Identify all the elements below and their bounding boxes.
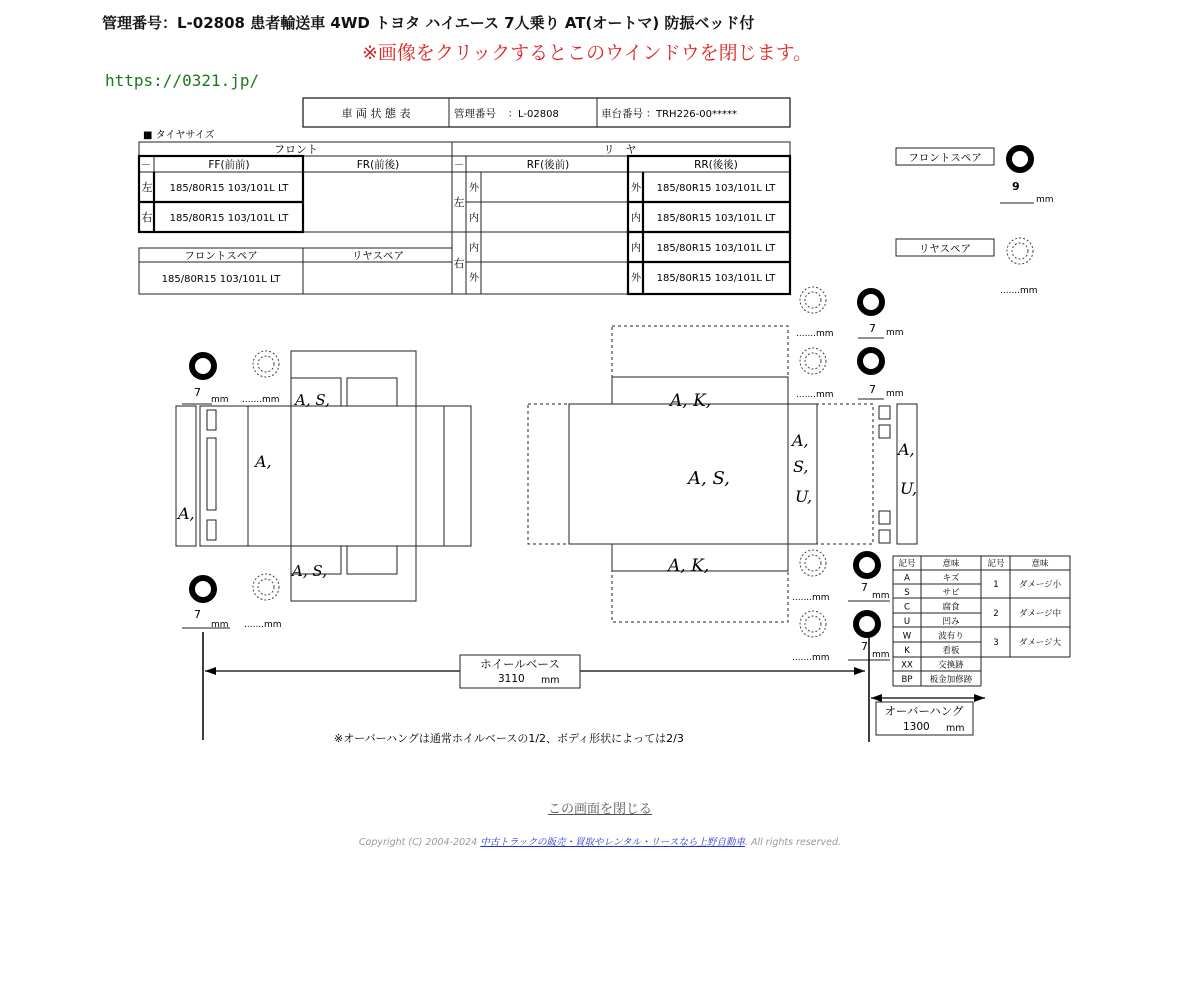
mark-center: A, S,	[688, 468, 730, 489]
rf-outer-l: 外	[469, 183, 479, 194]
front-spare-tire-icon	[1009, 148, 1031, 170]
copyright	[0, 834, 1200, 848]
legend-meaning: サビ	[942, 588, 960, 598]
mark-top-panel: A, K,	[670, 391, 712, 411]
legend-code: W	[902, 631, 912, 642]
legend-code-header-2: 記号	[987, 559, 1005, 569]
legend-meaning: 凹み	[942, 617, 960, 627]
rf-outer-r: 外	[469, 273, 479, 284]
legend-code: U	[903, 617, 911, 627]
tread-rr2-unit: mm	[872, 650, 890, 660]
front-spare-tire: 185/80R15 103/101L LT	[161, 274, 281, 285]
tread-fl-inner: .......mm	[242, 395, 280, 405]
overhang-label: オーバーハング	[884, 704, 964, 718]
mark-rear-end-u: U,	[900, 479, 918, 498]
legend-meaning: キズ	[942, 573, 960, 584]
mark-front-bottom: A, S,	[292, 562, 327, 580]
rear-spare-tire-icon	[1007, 238, 1033, 264]
tire-rr-right-inner: 185/80R15 103/101L LT	[656, 243, 776, 254]
legend-meaning-header-2: 意味	[1031, 559, 1049, 569]
fr-header: FR(前後)	[356, 159, 400, 171]
mark-rear-end-a: A,	[898, 440, 915, 459]
wheel-rl-outer-icon	[800, 287, 826, 313]
legend-meaning: 波有り	[938, 631, 964, 642]
front-spare-header: フロントスペア	[184, 250, 258, 262]
close-notice: ※画像をクリックするとこのウインドウを閉じます。	[362, 42, 813, 64]
tread-fr: 7	[194, 608, 201, 621]
legend-meaning: 板金加修跡	[929, 675, 973, 685]
tire-ff-right: 185/80R15 103/101L LT	[169, 213, 289, 224]
tread-rr: 7	[861, 581, 868, 594]
rr-outer-r: 外	[631, 273, 641, 284]
site-url: https://0321.jp/	[105, 71, 260, 90]
legend-code: S	[904, 588, 910, 598]
legend-code: C	[904, 602, 910, 613]
tread-fl-unit: mm	[211, 395, 229, 405]
spare-box-front: フロントスペア	[908, 152, 982, 164]
overhang-unit: mm	[946, 723, 965, 734]
wheelbase-label: ホイールベース	[480, 657, 560, 671]
mark-right-u: U,	[795, 487, 813, 506]
legend-meaning: 看板	[942, 646, 960, 656]
chassis-value: ：TRH226-00*****	[646, 109, 737, 120]
tire-rr-right-outer: 185/80R15 103/101L LT	[656, 273, 776, 284]
copyright-suffix: . All rights reserved.	[744, 837, 842, 848]
tread-fr-unit: mm	[211, 620, 229, 630]
rear-spare-mm: .......mm	[1000, 286, 1038, 296]
spare-box-rear: リヤスペア	[918, 243, 972, 255]
legend-meaning: 腐食	[942, 602, 960, 613]
rf-inner-r: 内	[469, 243, 479, 254]
rear-right-label: 右	[453, 257, 465, 270]
front-right-label: 右	[141, 211, 153, 224]
tire-size-label: ■ タイヤサイズ	[143, 130, 215, 141]
copyright-prefix: Copyright (C) 2004-2024	[358, 837, 481, 848]
close-window-link[interactable]: この画面を閉じる	[547, 802, 652, 817]
damage-level: 1	[993, 580, 999, 590]
wheelbase-unit: mm	[541, 675, 560, 686]
tread-fl: 7	[194, 386, 201, 399]
front-spare-mm: 9	[1012, 180, 1020, 193]
damage-meaning: ダメージ大	[1018, 638, 1062, 648]
tread-rl: 7	[869, 322, 876, 335]
tread-rr2: 7	[861, 640, 868, 653]
wheel-fr-inner-icon	[253, 574, 279, 600]
wheel-rr2-outer-icon	[800, 611, 826, 637]
wheel-fl-inner-icon	[253, 351, 279, 377]
tire-rr-left-outer: 185/80R15 103/101L LT	[656, 183, 776, 194]
mgmt-label: 管理番号	[454, 108, 496, 120]
rear-left-label: 左	[453, 196, 465, 209]
dash-rear: －	[454, 160, 464, 171]
tread-rl2-outer: .......mm	[796, 390, 834, 400]
mark-right-s: S,	[793, 457, 809, 476]
wheel-rr-icon	[856, 554, 878, 576]
tread-rl-outer: .......mm	[796, 329, 834, 339]
rear-spare-header: リヤスペア	[351, 250, 405, 262]
rr-outer-l: 外	[631, 183, 641, 194]
wheel-rl-icon	[860, 291, 882, 313]
sheet-heading: 車 両 状 態 表	[341, 107, 411, 120]
wheel-rl2-outer-icon	[800, 348, 826, 374]
rf-header: RF(後前)	[526, 159, 570, 171]
rr-header: RR(後後)	[694, 159, 738, 171]
legend-code: BP	[901, 675, 913, 685]
mark-front-end: A,	[178, 504, 195, 523]
wheel-rl2-icon	[860, 350, 882, 372]
wheel-rr-outer-icon	[800, 550, 826, 576]
rr-inner-r: 内	[631, 243, 641, 254]
overhang-value: 1300	[903, 721, 930, 733]
front-header: フロント	[274, 143, 318, 156]
wheelbase-value: 3110	[498, 673, 525, 685]
legend-code: XX	[901, 660, 913, 671]
legend-code-header: 記号	[898, 559, 916, 569]
tread-rr-outer: .......mm	[792, 593, 830, 603]
tread-rr2-outer: .......mm	[792, 653, 830, 663]
ff-header: FF(前前)	[208, 159, 250, 171]
rf-inner-l: 内	[469, 213, 479, 224]
mark-right-a: A,	[792, 431, 809, 450]
legend-meaning-header: 意味	[942, 559, 960, 569]
tire-ff-left: 185/80R15 103/101L LT	[169, 183, 289, 194]
tire-rr-left-inner: 185/80R15 103/101L LT	[656, 213, 776, 224]
front-spare-mm-unit: mm	[1036, 195, 1054, 205]
chassis-label: 車台番号	[601, 108, 643, 120]
rear-header: リ ヤ	[603, 143, 637, 156]
damage-meaning: ダメージ小	[1018, 580, 1062, 590]
wheel-fl-icon	[192, 355, 214, 377]
tread-rr-unit: mm	[872, 591, 890, 601]
tread-fr-inner: .......mm	[244, 620, 282, 630]
mgmt-value: ：L-02808	[508, 109, 559, 120]
rr-inner-l: 内	[631, 213, 641, 224]
overhang-note: ※オーバーハングは通常ホイルベースの1/2、ボディ形状によっては2/3	[334, 732, 684, 745]
mark-front-side: A,	[255, 452, 272, 471]
wheel-rr2-icon	[856, 613, 878, 635]
damage-level: 2	[993, 609, 999, 619]
company-link[interactable]: 中古トラックの販売・買取やレンタル・リースなら上野自動車	[480, 837, 745, 848]
legend-code: A	[904, 573, 910, 584]
tread-rl-unit: mm	[886, 328, 904, 338]
page-title: 管理番号：L-02808 患者輸送車 4WD トヨタ ハイエース 7人乗り AT(オートマ) 防振ベッド付	[102, 14, 755, 32]
mark-bottom-panel: A, K,	[668, 556, 710, 576]
wheel-fr-icon	[192, 578, 214, 600]
dash-front: －	[141, 160, 151, 171]
mark-front-top: A, S,	[295, 391, 330, 409]
front-left-label: 左	[141, 181, 153, 194]
legend-meaning: 交換跡	[938, 660, 964, 671]
tread-rl2: 7	[869, 383, 876, 396]
damage-level: 3	[993, 638, 999, 648]
legend-code: K	[904, 646, 910, 656]
tread-rl2-unit: mm	[886, 389, 904, 399]
damage-meaning: ダメージ中	[1018, 609, 1062, 619]
